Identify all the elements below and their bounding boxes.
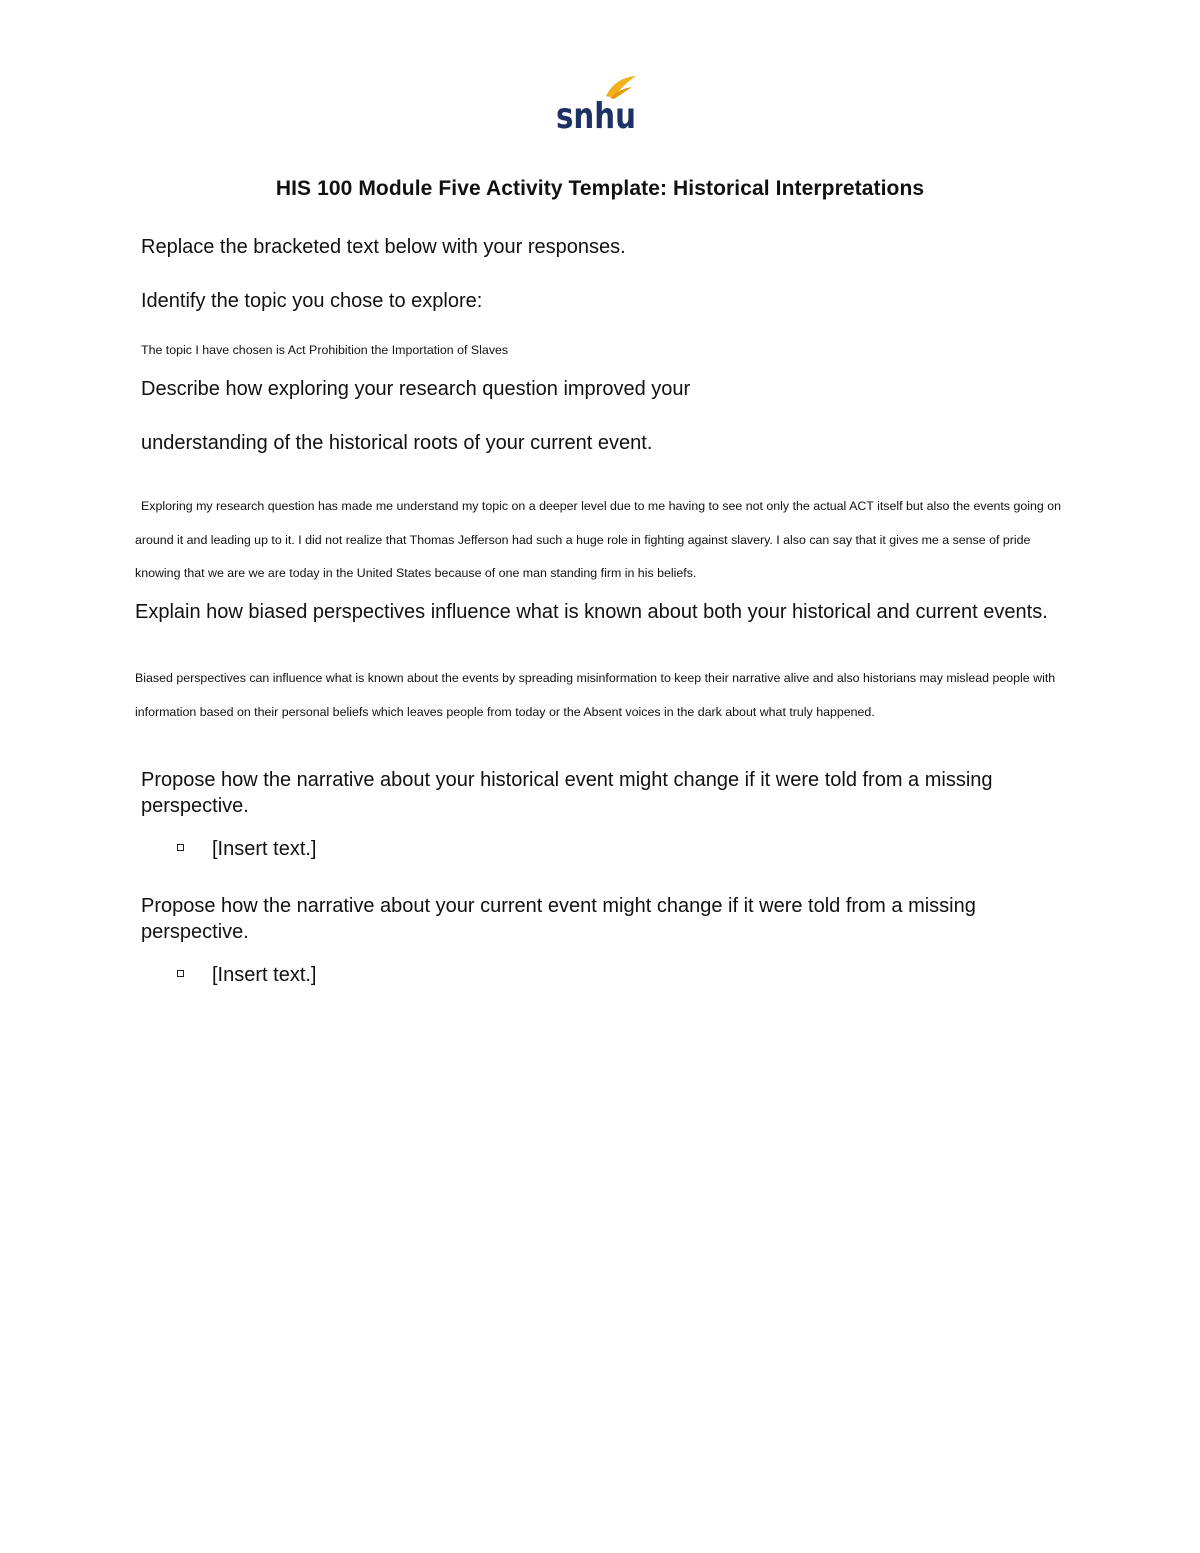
- answer-research-text: Exploring my research question has made me understand my topic on a deeper level due to me having to see not only the actual ACT itself but also the events going on around it and leading up to it. I did not realize that Thomas Jefferson had such a huge role in fighting against slavery. I also can say that it gives me a sense of pride knowing that we are we are today in the United States because of one man standing firm in his beliefs.: [135, 499, 1061, 580]
- page-title: HIS 100 Module Five Activity Template: Historical Interpretations: [275, 177, 925, 200]
- prompt-bias: Explain how biased perspectives influence what is known about both your historical and current events.: [135, 601, 1048, 623]
- placeholder-text: [Insert text.]: [212, 838, 317, 860]
- instruction-text: Replace the bracketed text below with your responses.: [141, 236, 626, 258]
- snhu-logo-graphic: [556, 74, 640, 137]
- square-bullet-icon: [177, 970, 184, 977]
- answer-bias[interactable]: Biased perspectives can influence what is known about the events by spreading misinformation to keep their narrative alive and also historians may mislead people with information based on their personal beliefs which leaves people from today or the Absent voices in the dark about what truly happened.: [135, 671, 1056, 719]
- logo-text: snhu: [556, 96, 636, 137]
- prompt-research-line2: understanding of the historical roots of your current event.: [141, 432, 653, 454]
- prompt-topic: Identify the topic you chose to explore:: [141, 290, 483, 312]
- square-bullet-icon: [177, 844, 184, 851]
- snhu-logo: [556, 74, 640, 137]
- answer-topic[interactable]: The topic I have chosen is Act Prohibition the Importation of Slaves: [141, 343, 509, 357]
- placeholder-text: [Insert text.]: [212, 964, 317, 986]
- answer-research[interactable]: [135, 490, 1070, 591]
- prompt-historical-missing: Propose how the narrative about your historical event might change if it were told from a missing perspective.: [141, 769, 993, 817]
- prompt-current-missing: Propose how the narrative about your current event might change if it were told from a missing perspective.: [141, 895, 976, 943]
- prompt-research-line1: Describe how exploring your research question improved your: [141, 378, 691, 400]
